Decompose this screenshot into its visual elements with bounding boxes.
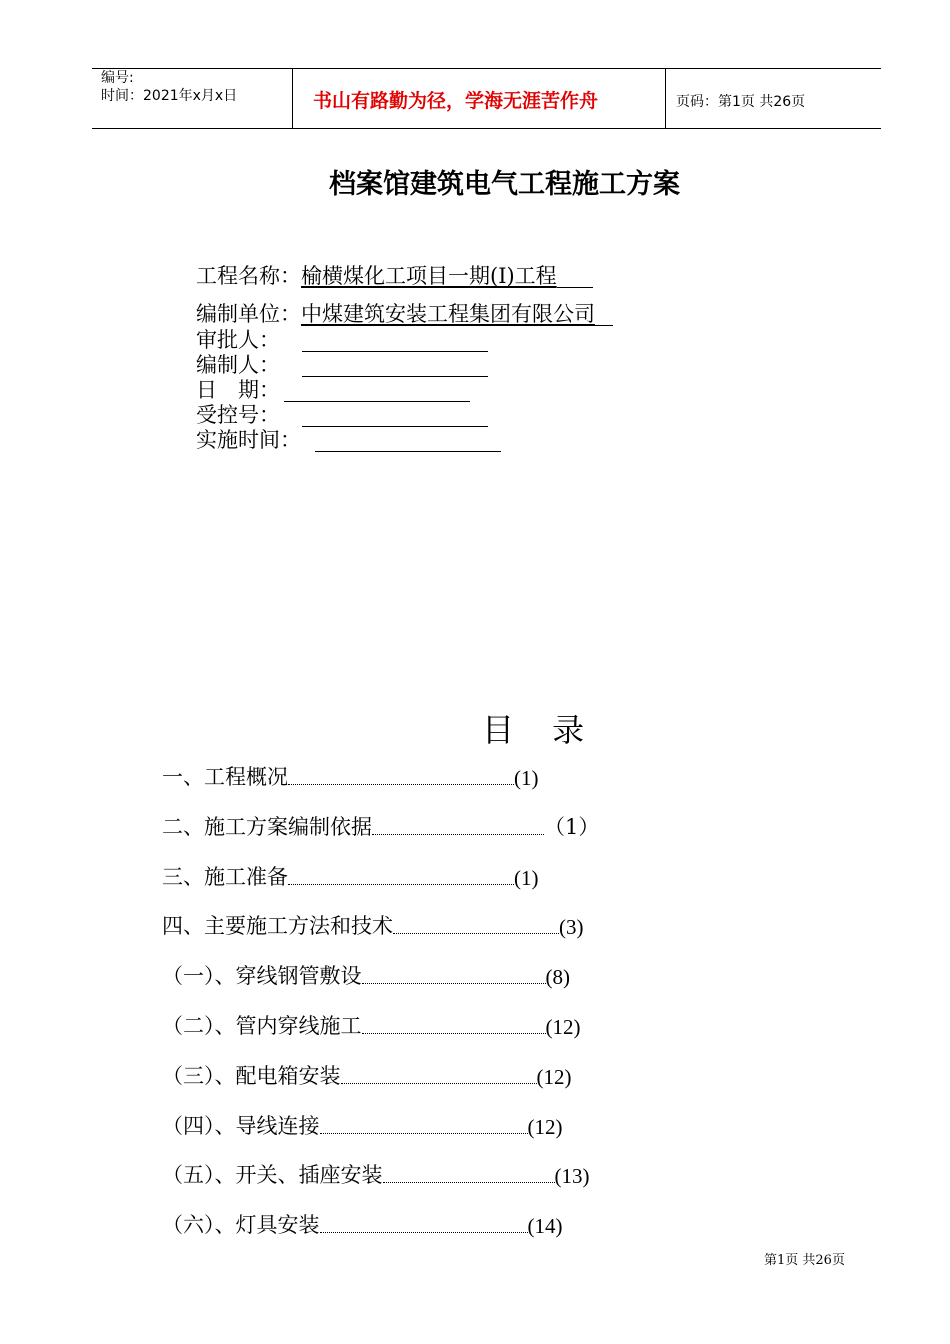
toc-item-page: (12) (536, 1065, 572, 1089)
toc-item[interactable] (162, 1062, 572, 1090)
approver-label: 审批人： (196, 328, 280, 352)
toc-item-page: (1) (514, 866, 539, 890)
toc-item-page: (3) (559, 915, 584, 939)
toc-item-page: (14) (527, 1214, 563, 1238)
document-title: 档案馆建筑电气工程施工方案 (329, 169, 680, 200)
toc-item-page: (8) (545, 965, 570, 989)
toc-item-label: （六）、灯具安装 (162, 1213, 320, 1237)
header-divider-2 (665, 68, 666, 129)
toc-leader (288, 866, 514, 885)
toc-item[interactable] (162, 763, 539, 791)
toc-leader (320, 1214, 528, 1233)
info-impl-time (196, 428, 501, 452)
header-time-label: 时间：2021年x月x日 (101, 88, 238, 104)
toc-item-label: （一）、穿线钢管敷设 (162, 964, 362, 988)
compiler-label: 编制人： (196, 353, 280, 377)
toc-item-label: （三）、配电箱安装 (162, 1064, 341, 1088)
toc-item[interactable] (162, 813, 599, 841)
toc-item-label: 三、施工准备 (162, 865, 288, 889)
header-page-info: 页码：第1页 共26页 (676, 94, 806, 110)
toc-item-page: (12) (527, 1115, 563, 1139)
approver-line (302, 333, 488, 352)
compiler-line (302, 358, 488, 377)
toc-leader (372, 816, 544, 835)
project-value: 榆横煤化工项目一期(Ⅰ)工程 (301, 264, 557, 288)
toc-leader (383, 1164, 555, 1183)
control-label: 受控号： (196, 403, 280, 427)
impl-line (315, 433, 501, 452)
toc-item[interactable] (162, 1012, 581, 1040)
info-control (196, 403, 488, 427)
header-number-label: 编号: (101, 70, 134, 86)
info-project (196, 264, 593, 288)
header-bottom-rule (92, 128, 881, 129)
toc-leader (288, 766, 514, 785)
unit-label: 编制单位： (196, 302, 301, 326)
control-line (302, 408, 488, 427)
toc-item-label: （五）、开关、插座安装 (162, 1163, 383, 1187)
unit-value: 中煤建筑安装工程集团有限公司 (301, 302, 595, 326)
toc-item[interactable] (162, 912, 584, 940)
toc-leader (393, 915, 559, 934)
project-trailing-line (557, 269, 593, 288)
toc-item-page: (12) (545, 1015, 581, 1039)
toc-item[interactable] (162, 863, 539, 891)
toc-leader (362, 965, 546, 984)
toc-item-label: 二、施工方案编制依据 (162, 815, 372, 839)
toc-item-page: (1) (514, 766, 539, 790)
unit-trailing-line (595, 307, 613, 326)
impl-label: 实施时间： (196, 428, 301, 452)
toc-item-label: 一、工程概况 (162, 765, 288, 789)
date-label: 日 期： (196, 378, 280, 402)
toc-item-page: (13) (554, 1164, 590, 1188)
toc-item[interactable] (162, 962, 570, 990)
toc-title: 目 录 (482, 711, 599, 749)
toc-item[interactable] (162, 1161, 590, 1189)
date-line (284, 383, 470, 402)
info-unit (196, 302, 613, 326)
toc-item-label: （二）、管内穿线施工 (162, 1014, 362, 1038)
header-divider-1 (292, 68, 293, 129)
toc-leader (320, 1115, 528, 1134)
page-footer: 第1页 共26页 (764, 1253, 845, 1268)
info-approver (196, 328, 488, 352)
toc-leader (341, 1065, 537, 1084)
info-date (196, 378, 470, 402)
info-compiler (196, 353, 488, 377)
toc-item-label: 四、主要施工方法和技术 (162, 914, 393, 938)
header-top-rule (92, 68, 881, 69)
project-label: 工程名称： (196, 264, 301, 288)
toc-item-label: （四）、导线连接 (162, 1114, 320, 1138)
toc-item[interactable] (162, 1112, 563, 1140)
toc-item[interactable] (162, 1211, 563, 1239)
header-motto: 书山有路勤为径，学海无涯苦作舟 (313, 90, 599, 112)
toc-item-page: （1） (544, 815, 600, 839)
toc-leader (362, 1015, 546, 1034)
